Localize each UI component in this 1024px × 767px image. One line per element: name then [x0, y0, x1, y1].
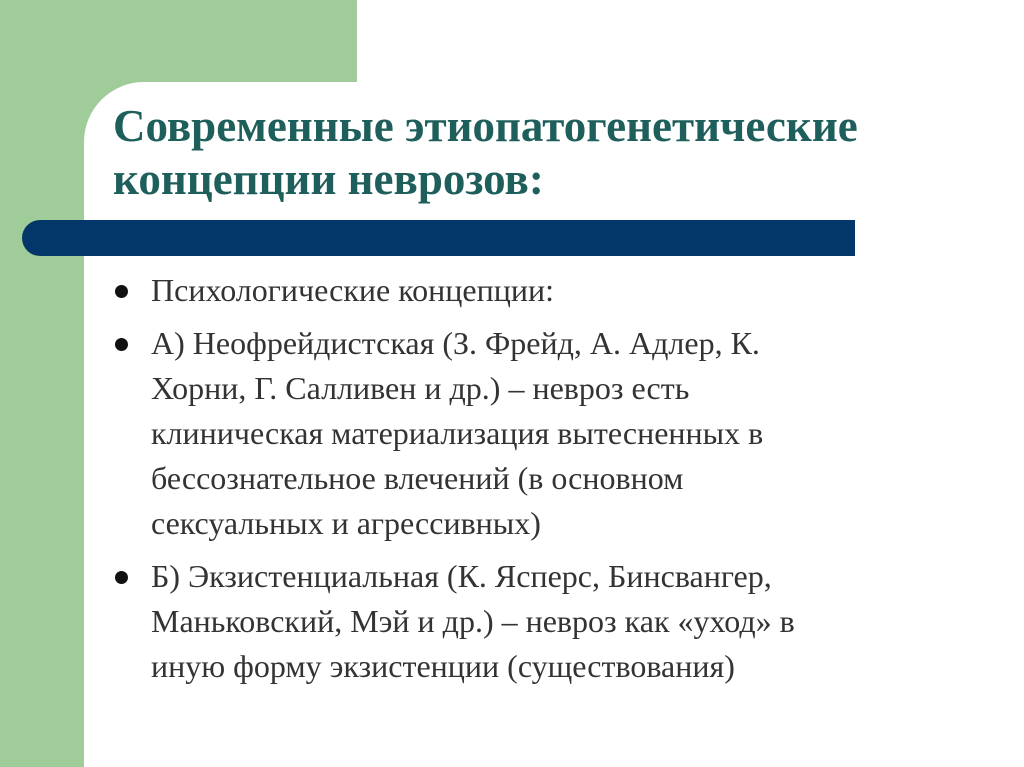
bullet-3-line-3: иную форму экзистенции (существования)	[151, 648, 735, 684]
bullet-2-line-2: Хорни, Г. Салливен и др.) – невроз есть	[151, 370, 690, 406]
bullet-dot-icon	[115, 338, 128, 351]
bullet-2-line-3: клиническая материализация вытесненных в	[151, 415, 764, 451]
bullet-1-line-1: Психологические концепции:	[151, 272, 554, 308]
bullet-text	[151, 321, 1003, 546]
title-line-1: Современные этиопатогенетические	[113, 101, 858, 151]
title-divider-bar	[22, 220, 855, 256]
bullet-item-psychological	[113, 268, 1003, 313]
bullet-3-line-1: Б) Экзистенциальная (К. Ясперс, Бинсвангер,	[151, 558, 772, 594]
bullet-2-line-5: сексуальных и агрессивных)	[151, 505, 541, 541]
bullet-dot-icon	[115, 285, 128, 298]
bullet-dot-icon	[115, 571, 128, 584]
bullet-text	[151, 268, 1003, 313]
bullet-2-line-4: бессознательное влечений (в основном	[151, 460, 684, 496]
bullet-text	[151, 554, 1003, 689]
slide-title	[113, 100, 1003, 206]
bullet-item-existential	[113, 554, 1003, 689]
title-line-2: концепции неврозов:	[113, 154, 544, 204]
bullet-3-line-2: Маньковский, Мэй и др.) – невроз как «уход» в	[151, 603, 795, 639]
bullet-item-neofreudian	[113, 321, 1003, 546]
bullet-2-line-1: А) Неофрейдистская (З. Фрейд, А. Адлер, К.	[151, 325, 760, 361]
bullet-list	[113, 268, 1003, 697]
